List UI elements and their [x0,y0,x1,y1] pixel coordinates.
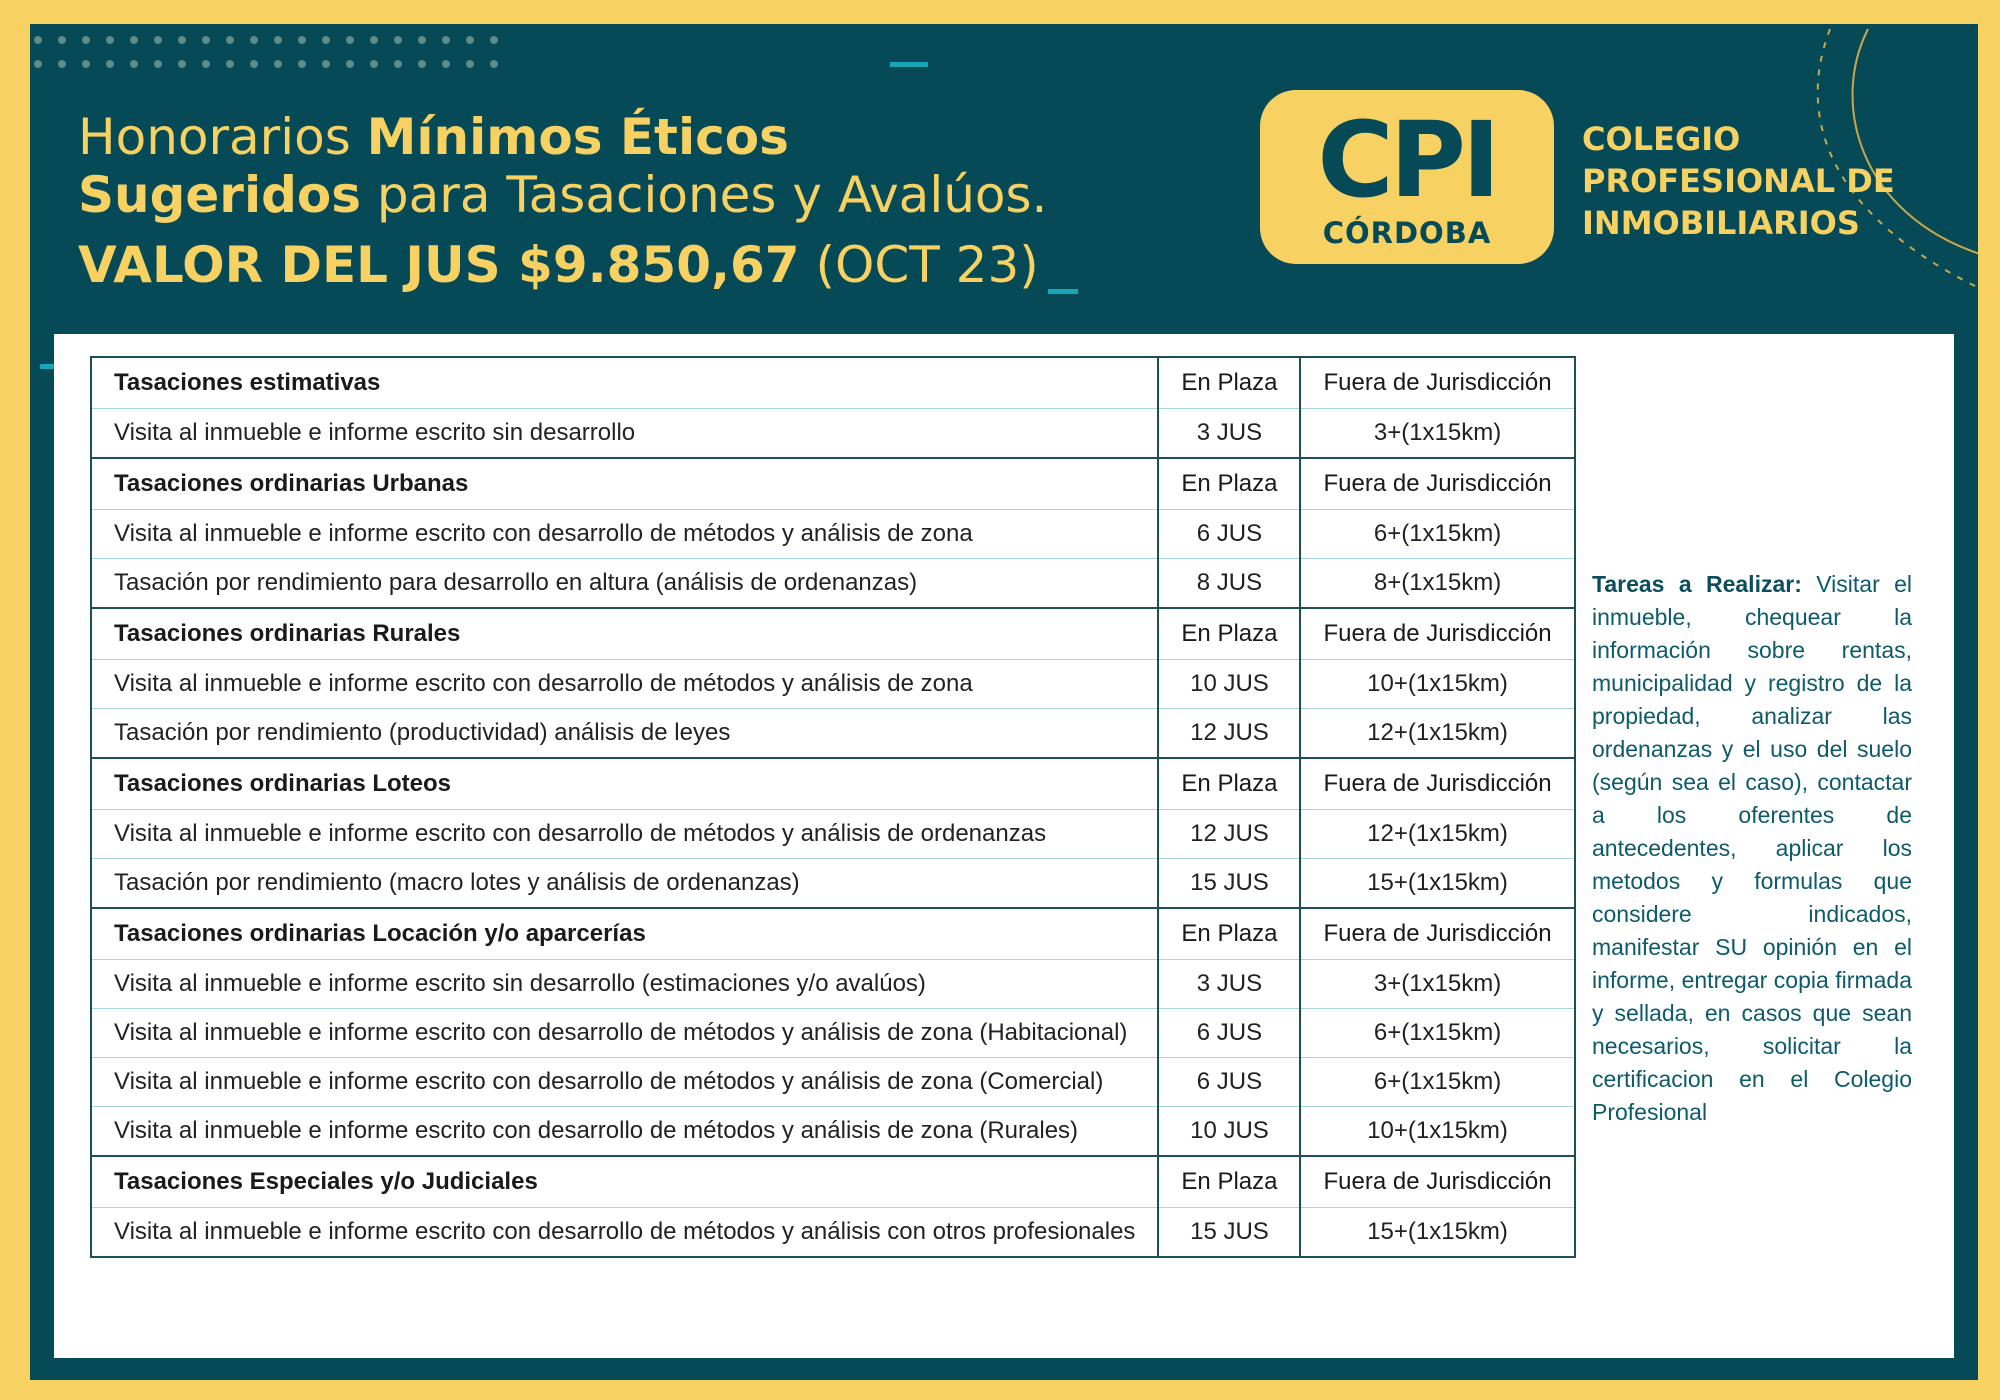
table-row [91,660,1575,709]
fee-description: Tasación por rendimiento (productividad) análisis de leyes [91,709,1158,759]
section-title: Tasaciones ordinarias Loteos [91,758,1158,810]
table-row [91,960,1575,1009]
fee-fuera-jurisdiccion: 10+(1x15km) [1300,1107,1574,1157]
title-bold-text: Sugeridos [78,166,362,224]
flyer [30,24,1978,1380]
tasks-description [1592,568,1912,1129]
column-label-fuera: Fuera de Jurisdicción [1300,608,1574,660]
fee-fuera-jurisdiccion: 6+(1x15km) [1300,1009,1574,1058]
fee-fuera-jurisdiccion: 3+(1x15km) [1300,409,1574,459]
jus-date: (OCT 23) [799,236,1039,294]
fee-en-plaza: 12 JUS [1158,709,1300,759]
column-label-fuera: Fuera de Jurisdicción [1300,1156,1574,1208]
fee-en-plaza: 15 JUS [1158,859,1300,909]
fee-en-plaza: 12 JUS [1158,810,1300,859]
column-label-fuera: Fuera de Jurisdicción [1300,908,1574,960]
cpi-logo [1260,90,1554,264]
fees-table [90,356,1576,1258]
column-label-plaza: En Plaza [1158,758,1300,810]
organization-name [1582,118,1895,244]
table-row [91,1009,1575,1058]
column-label-plaza: En Plaza [1158,608,1300,660]
table-row [91,859,1575,909]
fee-description: Visita al inmueble e informe escrito sin desarrollo (estimaciones y/o avalúos) [91,960,1158,1009]
table-row [91,409,1575,459]
section-header-row [91,758,1575,810]
fee-en-plaza: 15 JUS [1158,1208,1300,1258]
column-label-fuera: Fuera de Jurisdicción [1300,357,1574,409]
tasks-label: Tareas a Realizar: [1592,571,1802,597]
fee-fuera-jurisdiccion: 6+(1x15km) [1300,510,1574,559]
column-label-plaza: En Plaza [1158,908,1300,960]
column-label-plaza: En Plaza [1158,1156,1300,1208]
section-title: Tasaciones ordinarias Locación y/o aparcerías [91,908,1158,960]
fee-description: Visita al inmueble e informe escrito con desarrollo de métodos y análisis de zona (Rurales) [91,1107,1158,1157]
table-row [91,510,1575,559]
fee-en-plaza: 3 JUS [1158,960,1300,1009]
section-title: Tasaciones ordinarias Urbanas [91,458,1158,510]
fee-en-plaza: 6 JUS [1158,510,1300,559]
fee-fuera-jurisdiccion: 12+(1x15km) [1300,709,1574,759]
table-row [91,559,1575,609]
section-header-row [91,458,1575,510]
page-title [78,108,1047,294]
fee-description: Visita al inmueble e informe escrito con desarrollo de métodos y análisis con otros profesionales [91,1208,1158,1258]
fee-description: Visita al inmueble e informe escrito con desarrollo de métodos y análisis de zona [91,660,1158,709]
title-bold-text: Mínimos Éticos [366,108,789,166]
fee-fuera-jurisdiccion: 10+(1x15km) [1300,660,1574,709]
fee-description: Tasación por rendimiento para desarrollo en altura (análisis de ordenanzas) [91,559,1158,609]
column-label-plaza: En Plaza [1158,458,1300,510]
fee-fuera-jurisdiccion: 12+(1x15km) [1300,810,1574,859]
section-title: Tasaciones Especiales y/o Judiciales [91,1156,1158,1208]
fee-description: Visita al inmueble e informe escrito con desarrollo de métodos y análisis de zona (Habitacional) [91,1009,1158,1058]
fee-fuera-jurisdiccion: 3+(1x15km) [1300,960,1574,1009]
org-line: INMOBILIARIOS [1582,204,1860,242]
section-header-row [91,357,1575,409]
fee-en-plaza: 6 JUS [1158,1058,1300,1107]
table-row [91,709,1575,759]
fee-en-plaza: 8 JUS [1158,559,1300,609]
fee-description: Tasación por rendimiento (macro lotes y análisis de ordenanzas) [91,859,1158,909]
fee-description: Visita al inmueble e informe escrito con desarrollo de métodos y análisis de zona (Comercial) [91,1058,1158,1107]
fee-en-plaza: 10 JUS [1158,1107,1300,1157]
fee-fuera-jurisdiccion: 6+(1x15km) [1300,1058,1574,1107]
fee-fuera-jurisdiccion: 8+(1x15km) [1300,559,1574,609]
fee-en-plaza: 10 JUS [1158,660,1300,709]
column-label-fuera: Fuera de Jurisdicción [1300,758,1574,810]
table-row [91,1208,1575,1258]
section-header-row [91,1156,1575,1208]
fee-en-plaza: 6 JUS [1158,1009,1300,1058]
fee-description: Visita al inmueble e informe escrito con desarrollo de métodos y análisis de ordenanzas [91,810,1158,859]
tasks-text: Visitar el inmueble, chequear la información sobre rentas, municipalidad y registro de la propiedad, analizar las ordenanzas y el uso del suelo (según sea el caso), contactar a los oferentes de antecedentes, aplicar los metodos y formulas que considere indicados, manifestar SU opinión en el informe, entregar copia firmada y sellada, en casos que sean necesarios, solicitar la certificacion en el Colegio Profesional [1592,571,1913,1125]
jus-value: VALOR DEL JUS $9.850,67 [78,236,800,294]
section-header-row [91,608,1575,660]
table-row [91,1107,1575,1157]
title-regular-text: para Tasaciones y Avalúos. [361,166,1048,224]
fee-description: Visita al inmueble e informe escrito con desarrollo de métodos y análisis de zona [91,510,1158,559]
org-line: COLEGIO [1582,120,1741,158]
logo-city: CÓRDOBA [1322,216,1492,250]
table-row [91,1058,1575,1107]
title-regular-text: Honorarios [78,108,367,166]
org-line: PROFESIONAL DE [1582,162,1895,200]
logo-acronym: CPI [1317,99,1497,221]
table-row [91,810,1575,859]
content-panel [54,334,1954,1358]
fee-fuera-jurisdiccion: 15+(1x15km) [1300,859,1574,909]
fee-fuera-jurisdiccion: 15+(1x15km) [1300,1208,1574,1258]
section-title: Tasaciones ordinarias Rurales [91,608,1158,660]
column-label-fuera: Fuera de Jurisdicción [1300,458,1574,510]
column-label-plaza: En Plaza [1158,357,1300,409]
section-header-row [91,908,1575,960]
fee-description: Visita al inmueble e informe escrito sin desarrollo [91,409,1158,459]
fee-en-plaza: 3 JUS [1158,409,1300,459]
section-title: Tasaciones estimativas [91,357,1158,409]
